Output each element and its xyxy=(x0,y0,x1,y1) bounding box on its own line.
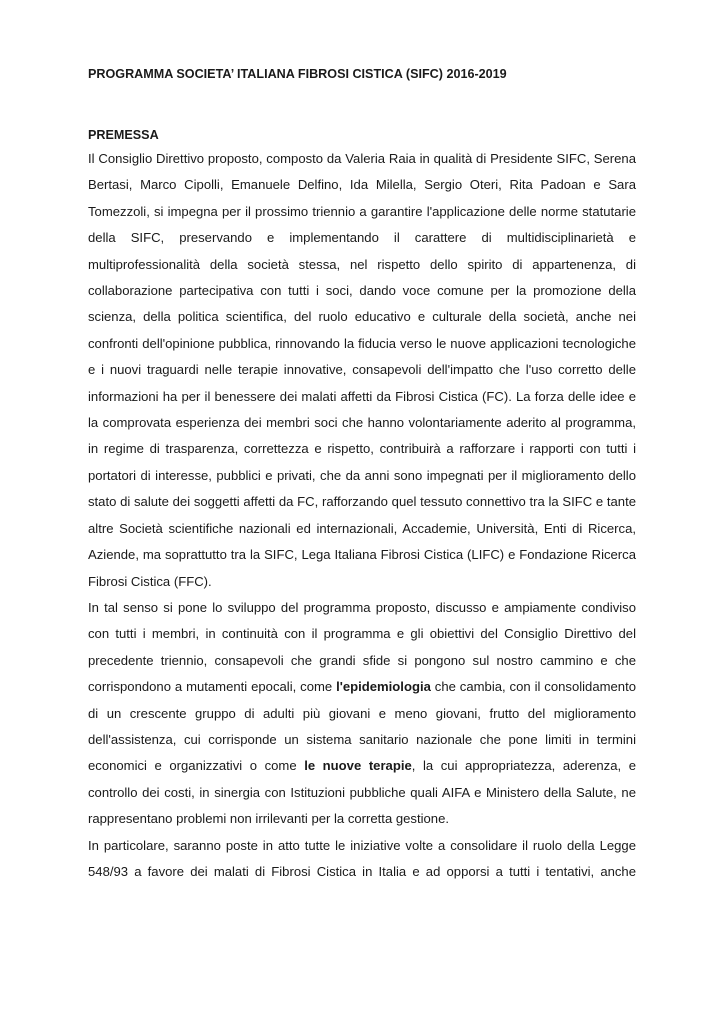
bold-term-epidemiologia: l'epidemiologia xyxy=(336,679,431,695)
paragraph: In particolare, saranno poste in atto tutte le iniziative volte a consolidare il ruolo della Legge 548/93 a favore dei malati di Fibrosi Cistica in Italia e ad opporsi a tutti i tentativi, anche xyxy=(88,837,636,879)
paragraph-text: , la cui appropriatezza, aderenza, e controllo dei costi, in sinergia con Istituzioni pubbliche quali AIFA e Ministero della Salute, ne rappresentano problemi non irrilevanti per la corretta gestione. xyxy=(88,758,636,827)
bold-term-nuove-terapie: le nuove terapie xyxy=(304,758,412,774)
paragraph-text: In tal senso si pone lo sviluppo del programma proposto, discusso e ampiamente condiviso con tutti i membri, in continuità con il programma e gli obiettivi del Consiglio Direttivo del precedente triennio, consapevoli che grandi sfide si pongono sul nostro cammino e che corrispondono a mutamenti epocali, come xyxy=(88,599,636,695)
section-heading: PREMESSA xyxy=(88,128,159,142)
paragraph: Il Consiglio Direttivo proposto, composto da Valeria Raia in qualità di Presidente SIFC, Serena Bertasi, Marco Cipolli, Emanuele Delfino, Ida Milella, Sergio Oteri, Rita Padoan e Sara Tomezzoli, si impegna per il prossimo triennio a garantire l'applicazione delle norme statutarie della SIFC, preservando e implementando il carattere di multidisciplinarietà e multiprofessionalità della società stessa, nel rispetto dello spirito di appartenenza, di collaborazione partecipativa con tutti i soci, dando voce comune per la promozione della scienza, della politica scientifica, del ruolo educativo e culturale della società, anche nei confronti dell'opinione pubblica, rinnovando la fiducia verso le nuove applicazioni tecnologiche e i nuovi traguardi nelle terapie innovative, consapevoli dell'impatto che l'uso corretto delle informazioni ha per il benessere dei malati affetti da Fibrosi Cistica (FC). La forza delle idee e la comprovata esperienza dei membri soci che hanno volontariamente aderito al programma, in regime di trasparenza, correttezza e rispetto, contribuirà a rafforzare i rapporti con tutti i portatori di interesse, pubblici e privati, che da anni sono impegnati per il miglioramento dello stato di salute dei soggetti affetti da FC, rafforzando quel tessuto connettivo tra la SIFC e tante altre Società scientifiche nazionali ed internazionali, Accademie, Università, Enti di Ricerca, Aziende, ma soprattutto tra la SIFC, Lega Italiana Fibrosi Cistica (LIFC) e Fondazione Ricerca Fibrosi Cistica (FFC). xyxy=(88,151,636,589)
paragraph xyxy=(88,595,636,833)
document-body xyxy=(88,146,636,885)
document-title: PROGRAMMA SOCIETA’ ITALIANA FIBROSI CISTICA (SIFC) 2016-2019 xyxy=(88,67,507,81)
paragraph-text: che cambia, con il consolidamento di un crescente gruppo di adulti più giovani e meno giovani, frutto del miglioramento dell'assistenza, cui corrisponde un sistema sanitario nazionale che pone limiti in termini economici e organizzativi o come xyxy=(88,679,637,774)
